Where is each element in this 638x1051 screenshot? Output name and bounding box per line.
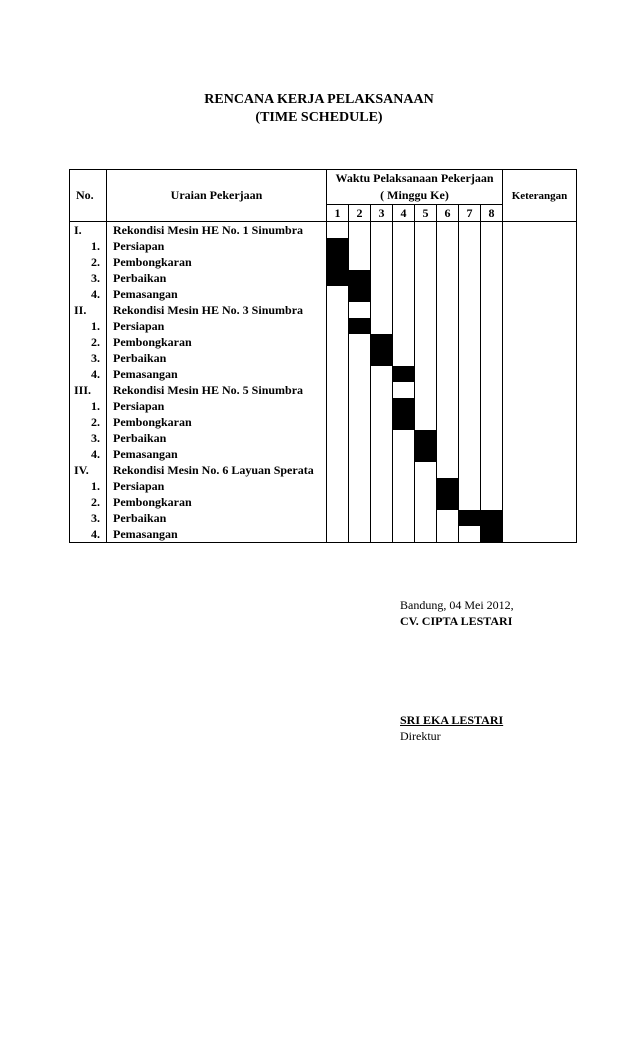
- week-3-cell: [371, 286, 393, 302]
- row-number: IV.: [70, 462, 107, 478]
- week-5-cell: [415, 510, 437, 526]
- keterangan-cell: [503, 510, 577, 526]
- week-6-cell: [437, 302, 459, 318]
- week-7-cell: [459, 238, 481, 254]
- week-5-cell: [415, 366, 437, 382]
- week-2-cell: [349, 462, 371, 478]
- week-8-cell: [481, 494, 503, 510]
- section-row: [70, 222, 577, 239]
- week-7-cell: [459, 366, 481, 382]
- week-1-cell: [327, 366, 349, 382]
- week-7-cell: [459, 510, 481, 526]
- week-8-cell: [481, 238, 503, 254]
- week-1-cell: [327, 414, 349, 430]
- week-7-cell: [459, 270, 481, 286]
- week-5-cell: [415, 350, 437, 366]
- week-2-cell: [349, 254, 371, 270]
- week-8-cell: [481, 430, 503, 446]
- row-number: 3.: [70, 350, 107, 366]
- signature-name: SRI EKA LESTARI: [400, 713, 504, 727]
- header-waktu: [327, 170, 503, 205]
- week-7-cell: [459, 334, 481, 350]
- week-4-cell: [393, 478, 415, 494]
- week-4-cell: [393, 526, 415, 543]
- week-3-cell: [371, 382, 393, 398]
- keterangan-cell: [503, 222, 577, 239]
- week-4-cell: [393, 318, 415, 334]
- week-4-cell: [393, 414, 415, 430]
- week-2-cell: [349, 270, 371, 286]
- task-row: [70, 286, 577, 302]
- week-1-cell: [327, 222, 349, 239]
- week-6-cell: [437, 286, 459, 302]
- task-row: [70, 478, 577, 494]
- task-row: [70, 510, 577, 526]
- week-3-cell: [371, 318, 393, 334]
- week-5-cell: [415, 302, 437, 318]
- week-6-cell: [437, 334, 459, 350]
- week-7-cell: [459, 286, 481, 302]
- week-2-cell: [349, 510, 371, 526]
- week-header-5: 5: [415, 205, 437, 222]
- task-row: [70, 366, 577, 382]
- week-3-cell: [371, 238, 393, 254]
- week-1-cell: [327, 462, 349, 478]
- week-1-cell: [327, 238, 349, 254]
- week-1-cell: [327, 350, 349, 366]
- week-header-8: 8: [481, 205, 503, 222]
- row-description: Perbaikan: [107, 430, 327, 446]
- week-7-cell: [459, 414, 481, 430]
- week-6-cell: [437, 382, 459, 398]
- week-2-cell: [349, 366, 371, 382]
- task-row: [70, 494, 577, 510]
- week-7-cell: [459, 254, 481, 270]
- keterangan-cell: [503, 318, 577, 334]
- week-5-cell: [415, 318, 437, 334]
- week-2-cell: [349, 350, 371, 366]
- row-description: Pembongkaran: [107, 414, 327, 430]
- week-6-cell: [437, 318, 459, 334]
- document-subtitle: (TIME SCHEDULE): [255, 110, 383, 125]
- week-3-cell: [371, 254, 393, 270]
- week-5-cell: [415, 334, 437, 350]
- week-header-3: 3: [371, 205, 393, 222]
- week-7-cell: [459, 494, 481, 510]
- row-number: 2.: [70, 414, 107, 430]
- week-5-cell: [415, 238, 437, 254]
- week-1-cell: [327, 302, 349, 318]
- keterangan-cell: [503, 494, 577, 510]
- signature-place-date: Bandung, 04 Mei 2012,: [400, 598, 514, 612]
- section-row: [70, 462, 577, 478]
- row-description: Rekondisi Mesin No. 6 Layuan Sperata: [107, 462, 327, 478]
- header-no: No.: [70, 170, 107, 222]
- row-description: Persiapan: [107, 318, 327, 334]
- week-1-cell: [327, 318, 349, 334]
- week-5-cell: [415, 462, 437, 478]
- week-6-cell: [437, 446, 459, 462]
- row-number: 3.: [70, 270, 107, 286]
- row-description: Pembongkaran: [107, 254, 327, 270]
- keterangan-cell: [503, 398, 577, 414]
- header-waktu-line1: Waktu Pelaksanaan Pekerjaan: [335, 171, 494, 185]
- row-description: Rekondisi Mesin HE No. 5 Sinumbra: [107, 382, 327, 398]
- week-2-cell: [349, 494, 371, 510]
- week-8-cell: [481, 286, 503, 302]
- week-3-cell: [371, 462, 393, 478]
- row-description: Persiapan: [107, 238, 327, 254]
- week-3-cell: [371, 510, 393, 526]
- keterangan-cell: [503, 382, 577, 398]
- header-uraian: Uraian Pekerjaan: [107, 170, 327, 222]
- keterangan-cell: [503, 254, 577, 270]
- header-waktu-line2: ( Minggu Ke): [380, 188, 449, 202]
- week-3-cell: [371, 446, 393, 462]
- week-5-cell: [415, 398, 437, 414]
- week-6-cell: [437, 398, 459, 414]
- week-2-cell: [349, 414, 371, 430]
- keterangan-cell: [503, 286, 577, 302]
- week-8-cell: [481, 478, 503, 494]
- row-number: 4.: [70, 526, 107, 543]
- week-6-cell: [437, 254, 459, 270]
- task-row: [70, 350, 577, 366]
- keterangan-cell: [503, 302, 577, 318]
- week-7-cell: [459, 318, 481, 334]
- week-6-cell: [437, 430, 459, 446]
- row-number: 2.: [70, 254, 107, 270]
- week-8-cell: [481, 398, 503, 414]
- section-row: [70, 382, 577, 398]
- week-2-cell: [349, 238, 371, 254]
- week-8-cell: [481, 222, 503, 239]
- row-number: 1.: [70, 238, 107, 254]
- week-4-cell: [393, 302, 415, 318]
- row-description: Pemasangan: [107, 446, 327, 462]
- row-description: Persiapan: [107, 478, 327, 494]
- week-8-cell: [481, 526, 503, 543]
- week-3-cell: [371, 430, 393, 446]
- task-row: [70, 414, 577, 430]
- week-5-cell: [415, 494, 437, 510]
- keterangan-cell: [503, 478, 577, 494]
- week-3-cell: [371, 494, 393, 510]
- week-8-cell: [481, 318, 503, 334]
- row-number: 4.: [70, 366, 107, 382]
- week-6-cell: [437, 366, 459, 382]
- keterangan-cell: [503, 238, 577, 254]
- week-3-cell: [371, 350, 393, 366]
- week-header-2: 2: [349, 205, 371, 222]
- week-3-cell: [371, 478, 393, 494]
- week-4-cell: [393, 398, 415, 414]
- week-2-cell: [349, 526, 371, 543]
- week-2-cell: [349, 478, 371, 494]
- week-6-cell: [437, 238, 459, 254]
- week-header-7: 7: [459, 205, 481, 222]
- week-7-cell: [459, 526, 481, 543]
- week-1-cell: [327, 398, 349, 414]
- week-4-cell: [393, 334, 415, 350]
- week-4-cell: [393, 462, 415, 478]
- week-7-cell: [459, 302, 481, 318]
- week-5-cell: [415, 286, 437, 302]
- week-8-cell: [481, 510, 503, 526]
- week-3-cell: [371, 270, 393, 286]
- week-6-cell: [437, 414, 459, 430]
- week-2-cell: [349, 302, 371, 318]
- week-8-cell: [481, 254, 503, 270]
- task-row: [70, 334, 577, 350]
- week-6-cell: [437, 462, 459, 478]
- week-8-cell: [481, 414, 503, 430]
- row-description: Rekondisi Mesin HE No. 3 Sinumbra: [107, 302, 327, 318]
- week-header-1: 1: [327, 205, 349, 222]
- week-6-cell: [437, 350, 459, 366]
- week-4-cell: [393, 382, 415, 398]
- row-description: Pemasangan: [107, 366, 327, 382]
- task-row: [70, 270, 577, 286]
- row-number: 1.: [70, 478, 107, 494]
- task-row: [70, 254, 577, 270]
- week-5-cell: [415, 446, 437, 462]
- row-number: 4.: [70, 286, 107, 302]
- row-description: Rekondisi Mesin HE No. 1 Sinumbra: [107, 222, 327, 239]
- keterangan-cell: [503, 430, 577, 446]
- week-6-cell: [437, 270, 459, 286]
- week-8-cell: [481, 302, 503, 318]
- week-5-cell: [415, 270, 437, 286]
- row-description: Perbaikan: [107, 270, 327, 286]
- week-3-cell: [371, 366, 393, 382]
- week-5-cell: [415, 382, 437, 398]
- keterangan-cell: [503, 526, 577, 543]
- row-number: 4.: [70, 446, 107, 462]
- keterangan-cell: [503, 366, 577, 382]
- task-row: [70, 318, 577, 334]
- week-4-cell: [393, 238, 415, 254]
- week-7-cell: [459, 222, 481, 239]
- week-4-cell: [393, 494, 415, 510]
- week-7-cell: [459, 350, 481, 366]
- week-3-cell: [371, 398, 393, 414]
- week-7-cell: [459, 398, 481, 414]
- week-1-cell: [327, 254, 349, 270]
- week-8-cell: [481, 446, 503, 462]
- week-2-cell: [349, 382, 371, 398]
- week-3-cell: [371, 302, 393, 318]
- task-row: [70, 526, 577, 543]
- week-4-cell: [393, 446, 415, 462]
- week-1-cell: [327, 446, 349, 462]
- week-1-cell: [327, 478, 349, 494]
- task-row: [70, 430, 577, 446]
- row-number: III.: [70, 382, 107, 398]
- week-8-cell: [481, 334, 503, 350]
- row-description: Perbaikan: [107, 510, 327, 526]
- week-3-cell: [371, 526, 393, 543]
- week-1-cell: [327, 382, 349, 398]
- week-7-cell: [459, 478, 481, 494]
- row-description: Perbaikan: [107, 350, 327, 366]
- row-number: 1.: [70, 318, 107, 334]
- week-4-cell: [393, 510, 415, 526]
- row-description: Pemasangan: [107, 526, 327, 543]
- week-5-cell: [415, 430, 437, 446]
- keterangan-cell: [503, 334, 577, 350]
- week-7-cell: [459, 446, 481, 462]
- header-keterangan: Keterangan: [503, 170, 577, 222]
- week-2-cell: [349, 222, 371, 239]
- week-5-cell: [415, 254, 437, 270]
- row-number: 3.: [70, 430, 107, 446]
- task-row: [70, 238, 577, 254]
- week-2-cell: [349, 334, 371, 350]
- week-5-cell: [415, 414, 437, 430]
- week-header-4: 4: [393, 205, 415, 222]
- week-7-cell: [459, 430, 481, 446]
- week-4-cell: [393, 430, 415, 446]
- row-description: Pemasangan: [107, 286, 327, 302]
- section-row: [70, 302, 577, 318]
- week-8-cell: [481, 366, 503, 382]
- week-4-cell: [393, 254, 415, 270]
- week-1-cell: [327, 430, 349, 446]
- keterangan-cell: [503, 414, 577, 430]
- week-7-cell: [459, 382, 481, 398]
- row-number: I.: [70, 222, 107, 239]
- week-4-cell: [393, 222, 415, 239]
- document-title: RENCANA KERJA PELAKSANAAN: [204, 92, 434, 107]
- week-5-cell: [415, 478, 437, 494]
- task-row: [70, 446, 577, 462]
- week-8-cell: [481, 382, 503, 398]
- task-row: [70, 398, 577, 414]
- week-8-cell: [481, 350, 503, 366]
- week-8-cell: [481, 462, 503, 478]
- week-2-cell: [349, 318, 371, 334]
- week-6-cell: [437, 478, 459, 494]
- week-6-cell: [437, 494, 459, 510]
- row-number: 2.: [70, 334, 107, 350]
- week-4-cell: [393, 270, 415, 286]
- keterangan-cell: [503, 350, 577, 366]
- week-5-cell: [415, 222, 437, 239]
- week-2-cell: [349, 398, 371, 414]
- row-description: Persiapan: [107, 398, 327, 414]
- keterangan-cell: [503, 446, 577, 462]
- keterangan-cell: [503, 462, 577, 478]
- row-description: Pembongkaran: [107, 494, 327, 510]
- week-2-cell: [349, 430, 371, 446]
- row-number: II.: [70, 302, 107, 318]
- week-header-6: 6: [437, 205, 459, 222]
- week-1-cell: [327, 334, 349, 350]
- week-6-cell: [437, 510, 459, 526]
- schedule-table: [69, 169, 577, 543]
- week-6-cell: [437, 222, 459, 239]
- week-1-cell: [327, 494, 349, 510]
- week-7-cell: [459, 462, 481, 478]
- week-8-cell: [481, 270, 503, 286]
- week-4-cell: [393, 286, 415, 302]
- week-5-cell: [415, 526, 437, 543]
- week-1-cell: [327, 526, 349, 543]
- week-3-cell: [371, 414, 393, 430]
- keterangan-cell: [503, 270, 577, 286]
- week-2-cell: [349, 446, 371, 462]
- week-4-cell: [393, 366, 415, 382]
- week-2-cell: [349, 286, 371, 302]
- row-description: Pembongkaran: [107, 334, 327, 350]
- week-1-cell: [327, 270, 349, 286]
- week-3-cell: [371, 222, 393, 239]
- signature-company: CV. CIPTA LESTARI: [400, 614, 513, 628]
- week-1-cell: [327, 286, 349, 302]
- row-number: 1.: [70, 398, 107, 414]
- row-number: 2.: [70, 494, 107, 510]
- signature-role: Direktur: [400, 729, 441, 743]
- week-3-cell: [371, 334, 393, 350]
- week-6-cell: [437, 526, 459, 543]
- row-number: 3.: [70, 510, 107, 526]
- week-4-cell: [393, 350, 415, 366]
- week-1-cell: [327, 510, 349, 526]
